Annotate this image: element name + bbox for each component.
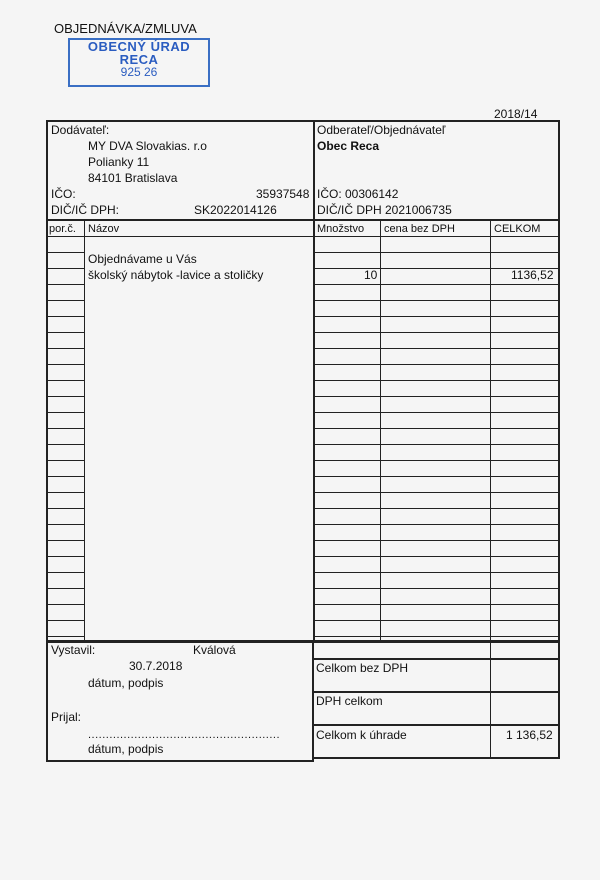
- total-to-pay-value: 1 136,52: [506, 728, 553, 742]
- issued-date: 30.7.2018: [129, 659, 183, 673]
- stamp-line-1: OBECNÝ ÚRAD: [87, 39, 191, 54]
- row-divider: [46, 332, 84, 333]
- row-divider: [313, 300, 560, 301]
- vat-total-label: DPH celkom: [316, 694, 383, 708]
- row-divider: [313, 380, 560, 381]
- stamp-line-2: RECA: [119, 52, 159, 67]
- row-divider: [46, 316, 84, 317]
- row-divider: [313, 604, 560, 605]
- customer-ico: IČO: 00306142: [317, 187, 399, 201]
- row-divider: [313, 364, 560, 365]
- issued-date-sign: dátum, podpis: [88, 676, 164, 690]
- row-divider: [46, 476, 84, 477]
- col-header-no: por.č.: [49, 223, 76, 235]
- row-divider: [313, 556, 560, 557]
- row-divider: [313, 428, 560, 429]
- row-divider: [313, 572, 560, 573]
- row-divider: [46, 508, 84, 509]
- supplier-city: 84101 Bratislava: [88, 171, 178, 185]
- row-divider: [46, 492, 84, 493]
- row-divider: [313, 540, 560, 541]
- row-divider: [46, 444, 84, 445]
- col-header-name: Názov: [88, 223, 120, 235]
- row-divider: [46, 588, 84, 589]
- col-header-qty: Množstvo: [317, 223, 365, 235]
- row-divider: [313, 460, 560, 461]
- row-divider: [46, 636, 84, 637]
- row-divider: [313, 332, 560, 333]
- row-divider: [46, 284, 84, 285]
- issued-by: Kválová: [193, 643, 236, 657]
- row-divider: [313, 396, 560, 397]
- row-divider: [46, 348, 84, 349]
- office-stamp: [68, 38, 210, 87]
- row-divider: [46, 428, 84, 429]
- supplier-ico: 35937548: [256, 187, 310, 201]
- row-divider: [313, 316, 560, 317]
- row-divider: [46, 540, 84, 541]
- row-divider: [46, 396, 84, 397]
- supplier-street: Polianky 11: [88, 155, 150, 169]
- customer-name: Obec Reca: [317, 139, 380, 153]
- row-divider: [313, 252, 560, 253]
- row-divider: [46, 620, 84, 621]
- row-divider: [313, 588, 560, 589]
- row-divider: [313, 508, 560, 509]
- row-divider: [313, 620, 560, 621]
- item-total: 1136,52: [511, 268, 554, 282]
- signature-dots: ......................................................: [88, 729, 281, 741]
- item-line-2: školský nábytok -lavice a stoličky: [88, 268, 264, 282]
- total-to-pay-label: Celkom k úhrade: [316, 728, 407, 742]
- total-without-vat-label: Celkom bez DPH: [316, 661, 409, 675]
- supplier-dic: SK2022014126: [194, 203, 277, 217]
- row-divider: [46, 300, 84, 301]
- row-divider: [313, 412, 560, 413]
- col-header-total: CELKOM: [494, 223, 541, 235]
- row-divider: [46, 572, 84, 573]
- supplier-name: MY DVA Slovakias. r.o: [88, 139, 207, 153]
- item-line-1: Objednávame u Vás: [88, 252, 197, 266]
- row-divider: [46, 268, 84, 269]
- supplier-dic-label: DIČ/IČ DPH:: [51, 203, 120, 217]
- received-date-sign: dátum, podpis: [88, 742, 164, 756]
- received-label: Prijal:: [51, 710, 82, 724]
- issued-label: Vystavil:: [51, 643, 96, 657]
- row-divider: [46, 412, 84, 413]
- row-divider: [46, 460, 84, 461]
- row-divider: [313, 348, 560, 349]
- row-divider: [313, 492, 560, 493]
- row-divider: [46, 252, 84, 253]
- supplier-label: Dodávateľ:: [51, 123, 110, 137]
- row-divider: [313, 524, 560, 525]
- stamp-line-3: 925 26: [120, 65, 158, 79]
- row-divider: [46, 364, 84, 365]
- row-divider: [46, 380, 84, 381]
- document-type: OBJEDNÁVKA/ZMLUVA: [54, 21, 197, 36]
- customer-dic: DIČ/IČ DPH 2021006735: [317, 203, 452, 217]
- row-divider: [46, 556, 84, 557]
- supplier-ico-label: IČO:: [51, 187, 76, 201]
- row-divider: [313, 636, 560, 637]
- row-divider: [46, 604, 84, 605]
- item-qty: 10: [364, 268, 378, 282]
- customer-label: Odberateľ/Objednávateľ: [317, 123, 446, 137]
- col-header-price: cena bez DPH: [384, 223, 455, 235]
- row-divider: [313, 444, 560, 445]
- order-number: 2018/14: [494, 107, 538, 121]
- row-divider: [46, 524, 84, 525]
- row-divider: [313, 476, 560, 477]
- row-divider: [313, 284, 560, 285]
